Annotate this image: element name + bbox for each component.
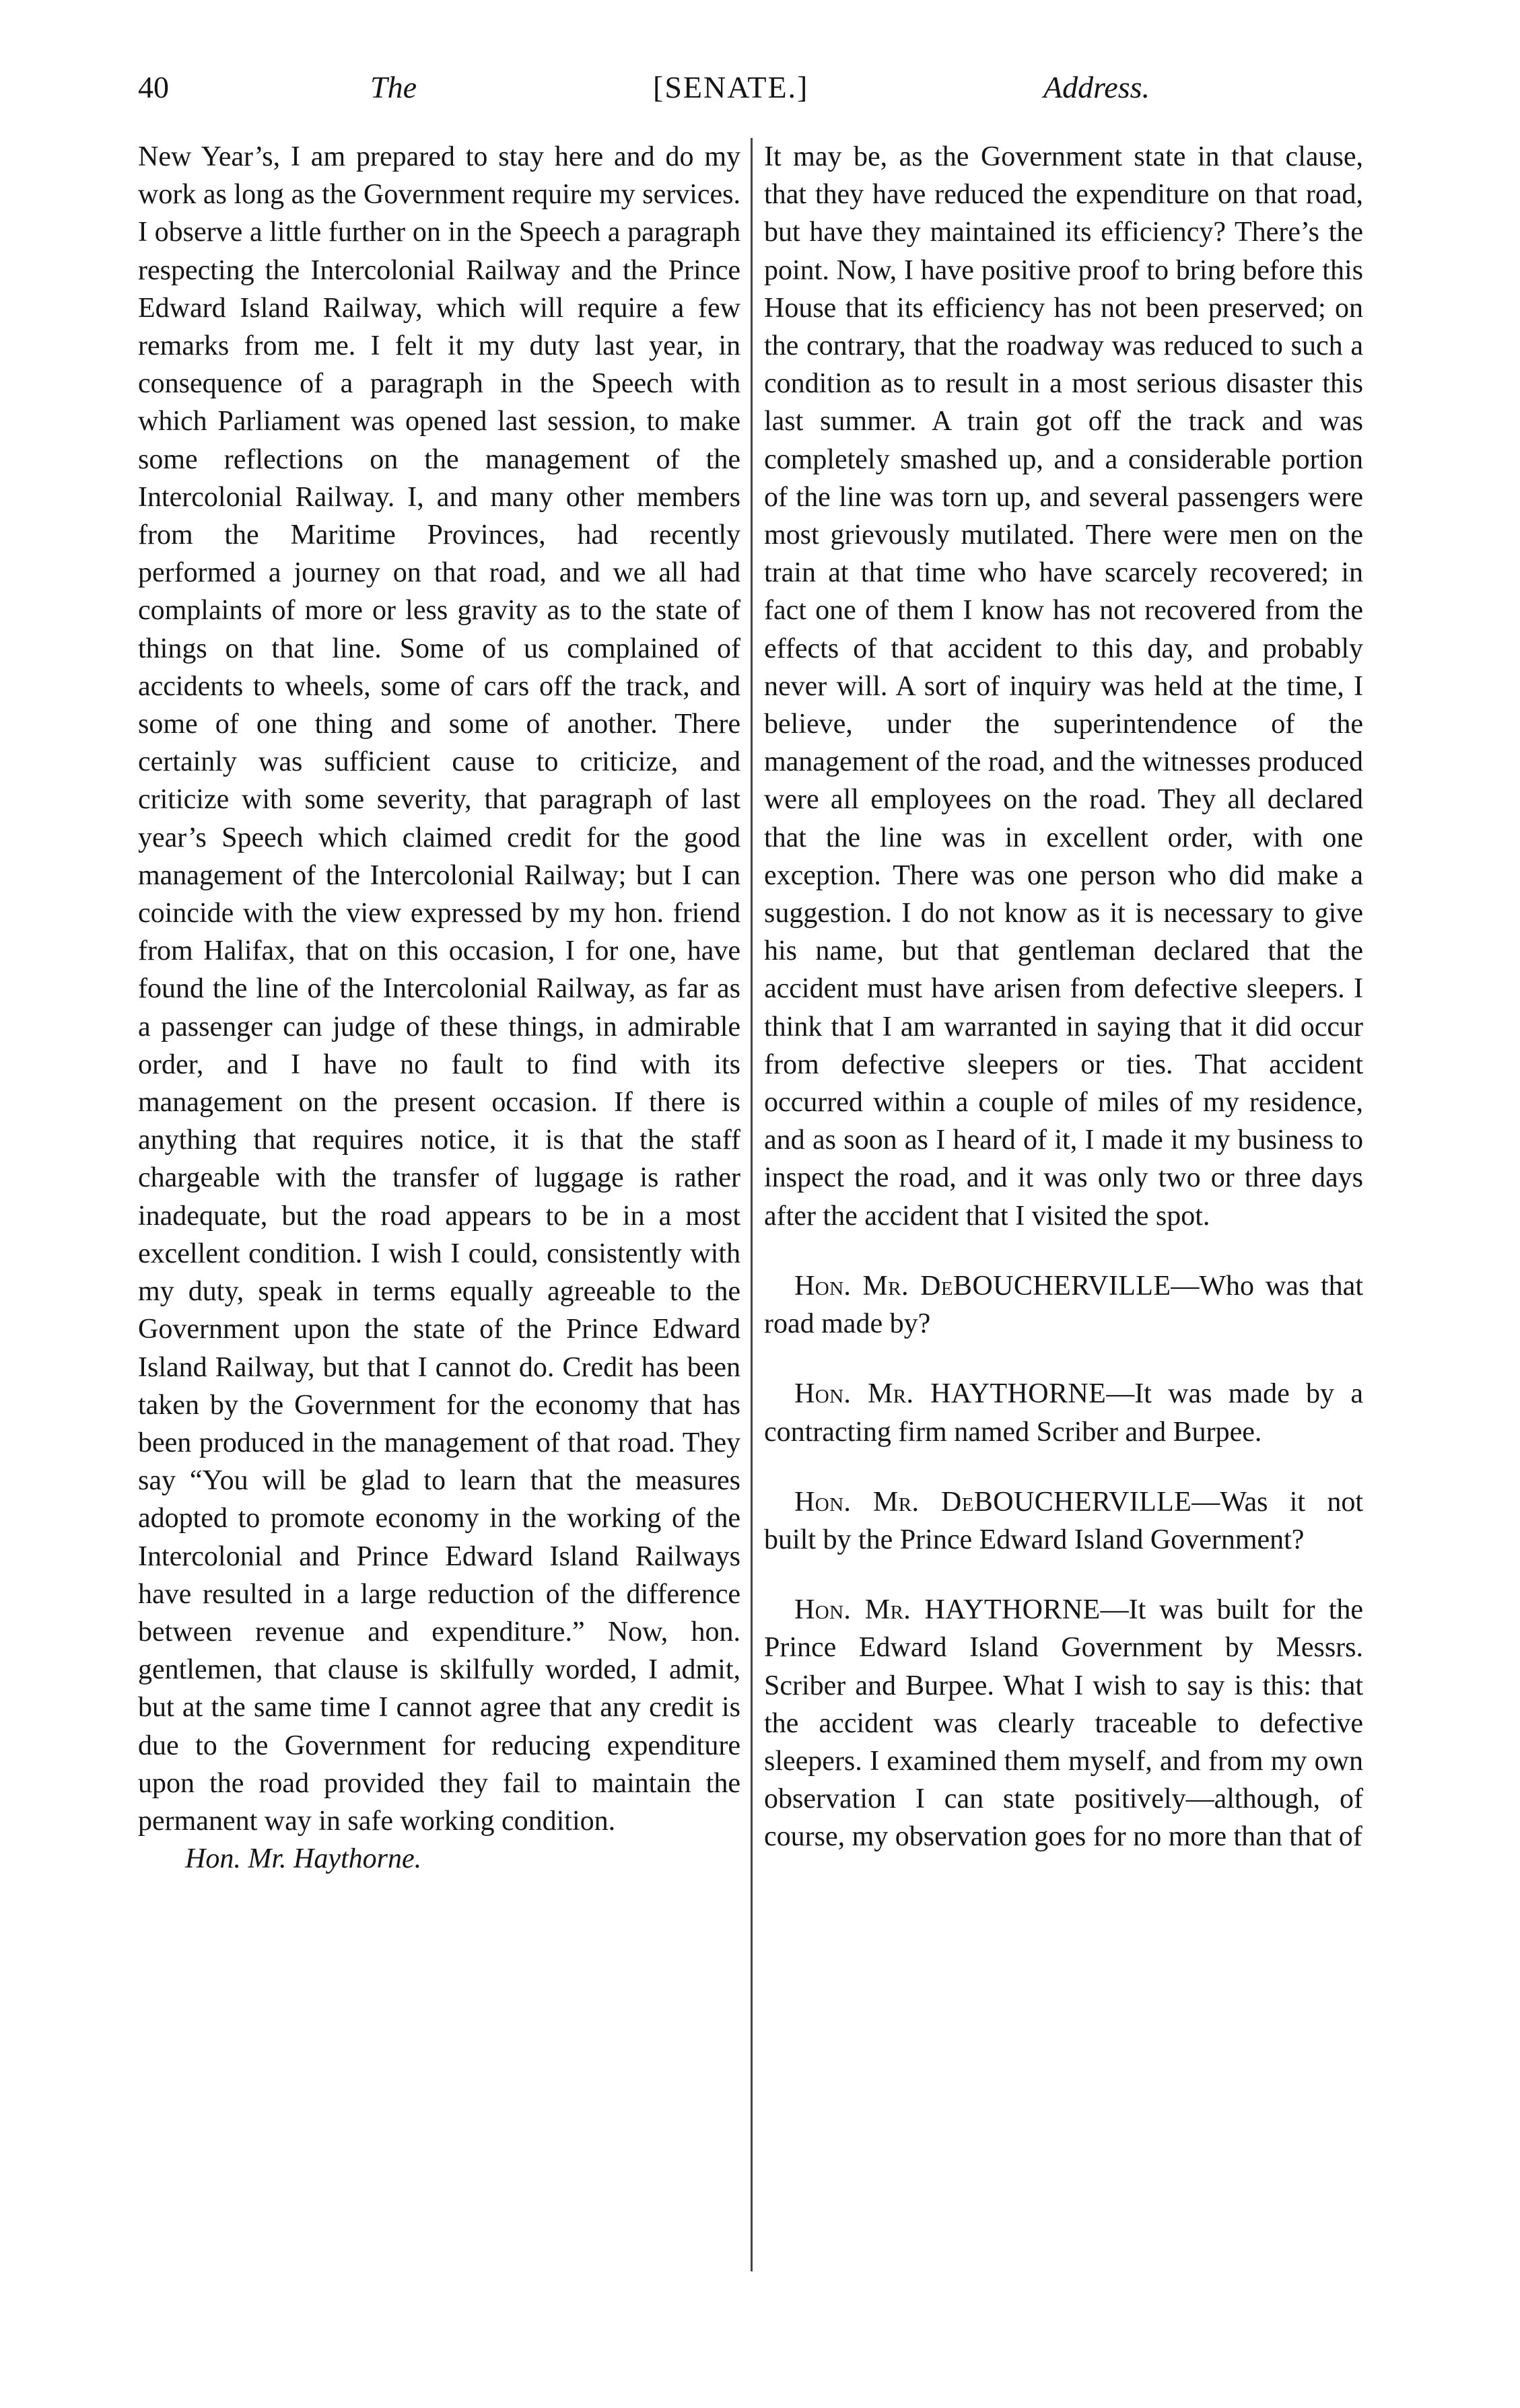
debate-exchange [764,1375,1363,1450]
page-number: 40 [138,70,169,104]
speech-text: —Was it not built by the Prince Edward Island Government? [764,1486,1363,1555]
right-text-column [764,138,1363,1856]
header-left-title: The [370,70,417,104]
debate-exchange [764,1483,1363,1559]
header-senate-title: [SENATE.] [653,70,809,104]
speaker-name: Hon. Mr. DeBOUCHERVILLE [794,1270,1171,1302]
speech-text: —It was made by a contracting firm named Scriber and Burpee. [764,1378,1363,1448]
speaker-signature: Hon. Mr. Haythorne. [185,1843,422,1875]
speaker-name: Hon. Mr. HAYTHORNE [794,1594,1101,1626]
speech-text: —Who was that road made by? [764,1270,1363,1340]
right-column-opening-paragraph: It may be, as the Government state in that clause, that they have reduced the expenditure on that road, but have they maintained its efficiency? There’s the point. Now, I have positive proof to bring before this House that its efficiency has not been preserved; on the contrary, that the roadway was reduced to such a condition as to result in a most serious disaster this last summer. A train got off the track and was completely smashed up, and a considerable portion of the line was torn up, and several passengers were most grievously mutilated. There were men on the train at that time who have scarcely recovered; in fact one of them I know has not recovered from the effects of that accident to this day, and probably never will. A sort of inquiry was held at the time, I believe, under the superintendence of the management of the road, and the witnesses produced were all employees on the road. They all declared that the line was in excellent order, with one exception. There was one person who did make a suggestion. I do not know as it is necessary to give his name, but that gentleman declared that the accident must have arisen from defective sleepers. I think that I am warranted in saying that it did occur from defective sleepers or ties. That accident occurred within a couple of miles of my residence, and as soon as I heard of it, I made it my business to inspect the road, and it was only two or three days after the accident that I visited the spot. [764,141,1363,1232]
running-head [138,64,1382,111]
column-divider [751,138,753,2271]
header-address-title: Address. [1043,70,1150,104]
speaker-name: Hon. Mr. HAYTHORNE [794,1378,1107,1410]
debate-exchange [764,1591,1363,1855]
speaker-name: Hon. Mr. DeBOUCHERVILLE [794,1486,1192,1518]
speech-text: —It was built for the Prince Edward Island Government by Messrs. Scriber and Burpee. What I wish to say is this: that the accident was clearly traceable to defective sleepers. I examined them myself, and from my own observation I can state positively—although, of course, my observation goes for no more than that of [764,1594,1364,1853]
debate-exchange [764,1267,1363,1343]
left-column-paragraph: New Year’s, I am prepared to stay here and do my work as long as the Government require my services. I observe a little further on in the Speech a paragraph respecting the Intercolonial Railway and the Prince Edward Island Railway, which will require a few remarks from me. I felt it my duty last year, in consequence of a paragraph in the Speech with which Parliament was opened last session, to make some reflections on the management of the Intercolonial Railway. I, and many other members from the Maritime Provinces, had recently performed a journey on that road, and we all had complaints of more or less gravity as to the state of things on that line. Some of us complained of accidents to wheels, some of cars off the track, and some of one thing and some of another. There certainly was sufficient cause to criticize, and criticize with some severity, that paragraph of last year’s Speech which claimed credit for the good management of the Intercolonial Railway; but I can coincide with the view expressed by my hon. friend from Halifax, that on this occasion, I for one, have found the line of the Intercolonial Railway, as far as a passenger can judge of these things, in admirable order, and I have no fault to find with its management on the present occasion. If there is anything that requires notice, it is that the staff chargeable with the transfer of luggage is rather inadequate, but the road appears to be in a most excellent condition. I wish I could, consistently with my duty, speak in terms equally agreeable to the Government upon the state of the Prince Edward Island Railway, but that I cannot do. Credit has been taken by the Government for the economy that has been produced in the management of that road. They say “You will be glad to learn that the measures adopted to promote economy in the working of the Intercolonial and Prince Edward Island Railways have resulted in a large reduction of the difference between revenue and expenditure.” Now, hon. gentlemen, that clause is skilfully worded, I admit, but at the same time I cannot agree that any credit is due to the Government for reducing expenditure upon the road provided they fail to maintain the permanent way in safe working condition. [138,141,740,1837]
left-text-column [138,138,740,1878]
